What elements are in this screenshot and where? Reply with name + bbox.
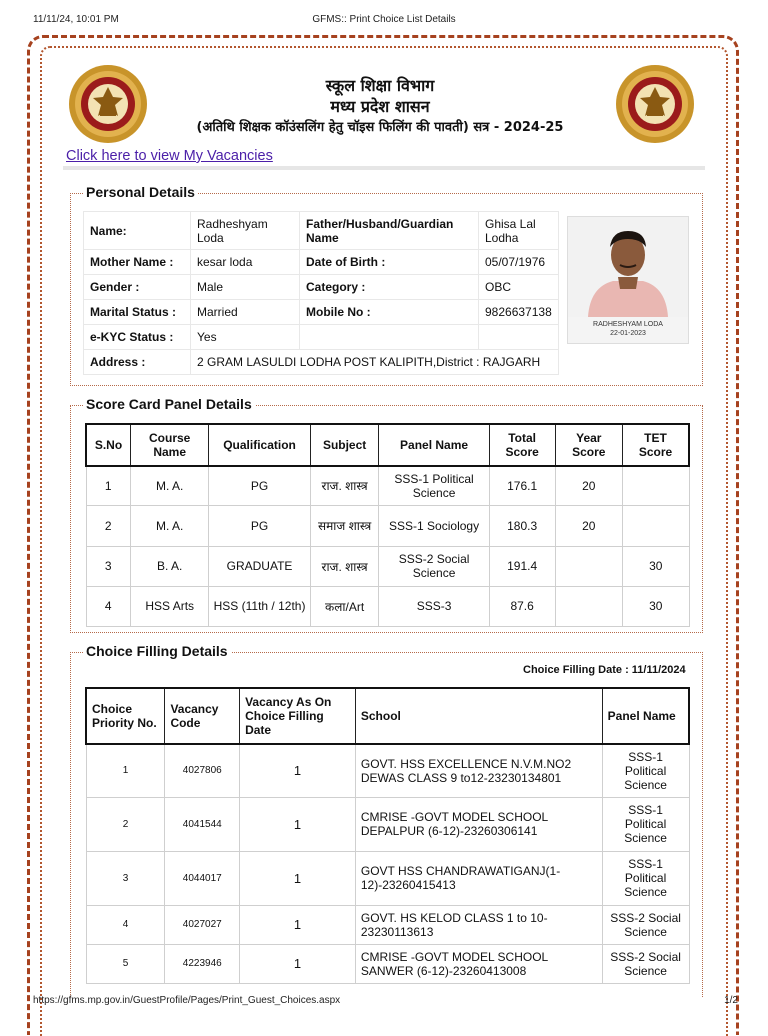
table-row	[86, 905, 689, 944]
choice-filling-section	[70, 643, 703, 997]
table-cell: समाज शास्त्र	[310, 505, 379, 546]
mp-emblem-icon	[67, 63, 149, 145]
table-header-row	[86, 688, 689, 744]
table-cell	[555, 546, 622, 586]
gender-label: Gender :	[84, 275, 191, 300]
table-cell: 4044017	[165, 851, 240, 905]
choice-filling-heading: Choice Filling Details	[83, 643, 231, 659]
table-cell: 4	[86, 905, 165, 944]
table-cell: 176.1	[489, 466, 555, 505]
print-header	[0, 14, 768, 28]
table-cell: M. A.	[131, 466, 209, 505]
table-cell: GOVT. HSS EXCELLENCE N.V.M.NO2 DEWAS CLASS 9 to12-23230134801	[355, 744, 602, 797]
name-label: Name:	[84, 212, 191, 250]
column-header: Year Score	[555, 424, 622, 466]
table-cell: SSS-3	[379, 586, 489, 626]
father-name-label: Father/Husband/Guardian Name	[300, 212, 479, 250]
table-cell: PG	[209, 505, 310, 546]
table-cell: HSS (11th / 12th)	[209, 586, 310, 626]
marital-status-value: Married	[191, 300, 300, 325]
column-header: S.No	[86, 424, 131, 466]
table-cell: 4041544	[165, 797, 240, 851]
father-name-value: Ghisa Lal Lodha	[479, 212, 559, 250]
table-cell: कला/Art	[310, 586, 379, 626]
table-cell: PG	[209, 466, 310, 505]
table-cell: M. A.	[131, 505, 209, 546]
address-value: 2 GRAM LASULDI LODHA POST KALIPITH,District : RAJGARH	[191, 350, 559, 375]
personal-details-table	[83, 211, 559, 375]
photo-date: 22-01-2023	[610, 330, 646, 337]
choice-filling-date: Choice Filling Date : 11/11/2024	[523, 664, 686, 676]
column-header: Choice Priority No.	[86, 688, 165, 744]
column-header: Panel Name	[379, 424, 489, 466]
name-value: Radheshyam Loda	[191, 212, 300, 250]
page-title	[150, 75, 610, 139]
category-value: OBC	[479, 275, 559, 300]
table-cell: 5	[86, 944, 165, 983]
column-header: Panel Name	[602, 688, 689, 744]
table-cell: CMRISE -GOVT MODEL SCHOOL DEPALPUR (6-12)-23260306141	[355, 797, 602, 851]
table-cell: CMRISE -GOVT MODEL SCHOOL SANWER (6-12)-23260413008	[355, 944, 602, 983]
dob-label: Date of Birth :	[300, 250, 479, 275]
mobile-value: 9826637138	[479, 300, 559, 325]
person-photo-icon	[568, 217, 688, 317]
column-header: TET Score	[622, 424, 689, 466]
personal-details-section	[70, 184, 703, 386]
table-cell: राज. शास्त्र	[310, 466, 379, 505]
table-row	[86, 586, 689, 626]
table-cell: GRADUATE	[209, 546, 310, 586]
table-row	[86, 744, 689, 797]
address-label: Address :	[84, 350, 191, 375]
mp-emblem-icon	[614, 63, 696, 145]
table-cell: 20	[555, 466, 622, 505]
table-cell: GOVT HSS CHANDRAWATIGANJ(1-12)-23260415413	[355, 851, 602, 905]
mother-name-label: Mother Name :	[84, 250, 191, 275]
mobile-label: Mobile No :	[300, 300, 479, 325]
table-cell: 87.6	[489, 586, 555, 626]
marital-status-label: Marital Status :	[84, 300, 191, 325]
receipt-title: (अतिथि शिक्षक कॉउंसलिंग हेतु चॉइस फिलिंग की पावती) सत्र - 2024-25	[196, 120, 564, 135]
column-header: School	[355, 688, 602, 744]
table-cell: SSS-2 Social Science	[379, 546, 489, 586]
table-cell: 2	[86, 797, 165, 851]
column-header: Total Score	[489, 424, 555, 466]
table-cell: 3	[86, 851, 165, 905]
table-cell: B. A.	[131, 546, 209, 586]
category-label: Category :	[300, 275, 479, 300]
table-cell: 30	[622, 586, 689, 626]
table-cell: 4027806	[165, 744, 240, 797]
table-cell: 1	[240, 744, 356, 797]
dob-value: 05/07/1976	[479, 250, 559, 275]
print-page-title: GFMS:: Print Choice List Details	[312, 14, 456, 25]
print-datetime: 11/11/24, 10:01 PM	[33, 14, 119, 25]
score-card-table	[85, 423, 690, 627]
table-cell: 1	[240, 944, 356, 983]
table-header-row	[86, 424, 689, 466]
table-row	[86, 466, 689, 505]
mother-name-value: kesar loda	[191, 250, 300, 275]
table-cell: HSS Arts	[131, 586, 209, 626]
table-cell: 3	[86, 546, 131, 586]
score-card-heading: Score Card Panel Details	[83, 396, 255, 412]
table-row	[86, 546, 689, 586]
column-header: Qualification	[209, 424, 310, 466]
table-cell: 1	[240, 797, 356, 851]
column-header: Course Name	[131, 424, 209, 466]
divider	[63, 166, 705, 170]
table-row	[86, 944, 689, 983]
table-cell: 4	[86, 586, 131, 626]
personal-details-heading: Personal Details	[83, 184, 198, 200]
department-title: स्कूल शिक्षा विभाग	[325, 76, 435, 95]
table-cell: 4027027	[165, 905, 240, 944]
table-row	[86, 851, 689, 905]
column-header: Vacancy As On Choice Filling Date	[240, 688, 356, 744]
gender-value: Male	[191, 275, 300, 300]
ekyc-value: Yes	[191, 325, 300, 350]
table-row	[86, 797, 689, 851]
table-cell: SSS-1 Political Science	[602, 744, 689, 797]
table-cell: 1	[240, 905, 356, 944]
table-cell: 191.4	[489, 546, 555, 586]
table-cell: 4223946	[165, 944, 240, 983]
view-vacancies-link[interactable]: Click here to view My Vacancies	[66, 148, 273, 164]
table-cell: 1	[86, 744, 165, 797]
table-cell: SSS-1 Political Science	[379, 466, 489, 505]
table-cell: 20	[555, 505, 622, 546]
table-cell: SSS-2 Social Science	[602, 905, 689, 944]
score-card-section	[70, 396, 703, 633]
table-cell	[622, 505, 689, 546]
photo-name: RADHESHYAM LODA	[593, 321, 663, 328]
table-cell: SSS-1 Political Science	[602, 851, 689, 905]
table-cell: SSS-1 Political Science	[602, 797, 689, 851]
table-cell: 30	[622, 546, 689, 586]
table-cell	[555, 586, 622, 626]
table-cell: GOVT. HS KELOD CLASS 1 to 10-23230113613	[355, 905, 602, 944]
table-row	[86, 505, 689, 546]
table-cell: SSS-1 Sociology	[379, 505, 489, 546]
print-url: https://gfms.mp.gov.in/GuestProfile/Pages/Print_Guest_Choices.aspx	[33, 995, 341, 1006]
candidate-photo	[567, 216, 689, 344]
choice-filling-table	[85, 687, 690, 984]
table-cell: 1	[240, 851, 356, 905]
column-header: Subject	[310, 424, 379, 466]
table-cell	[622, 466, 689, 505]
table-cell: SSS-2 Social Science	[602, 944, 689, 983]
ekyc-label: e-KYC Status :	[84, 325, 191, 350]
table-cell: 1	[86, 466, 131, 505]
column-header: Vacancy Code	[165, 688, 240, 744]
print-page-number: 1/2	[724, 995, 738, 1006]
government-title: मध्य प्रदेश शासन	[330, 97, 430, 116]
table-cell: 2	[86, 505, 131, 546]
table-cell: राज. शास्त्र	[310, 546, 379, 586]
table-cell: 180.3	[489, 505, 555, 546]
